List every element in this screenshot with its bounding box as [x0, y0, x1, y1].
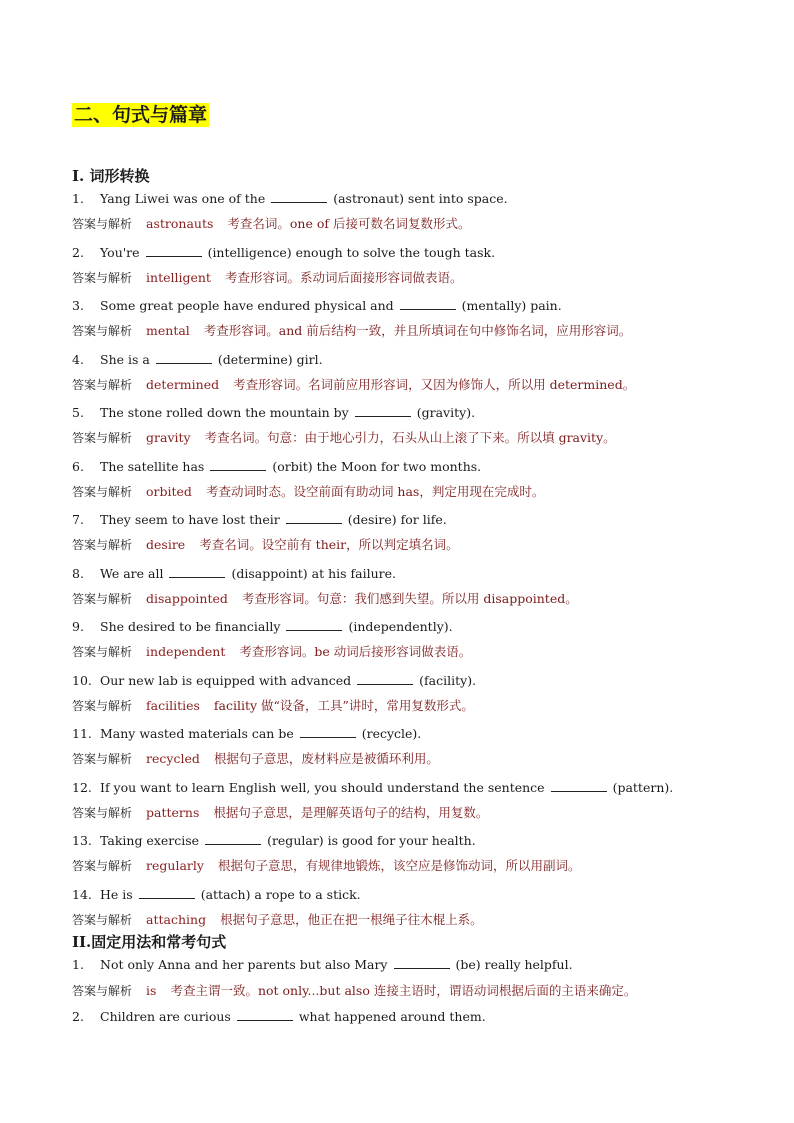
- question-hint: (regular) is good for your health.: [267, 833, 476, 848]
- answer-label: 答案与解析: [72, 484, 133, 499]
- question-number: 10.: [72, 672, 92, 688]
- answer-label: 答案与解析: [72, 270, 133, 285]
- answer-explanation: 考查名词。设空前有 their，所以判定填名词。: [199, 537, 459, 552]
- question-number: 12.: [72, 779, 92, 795]
- answer-line: [72, 323, 631, 339]
- answer-value: patterns: [146, 804, 200, 820]
- answer-label: 答案与解析: [72, 431, 133, 445]
- answer-line: [72, 805, 488, 821]
- answer-explanation: 考查主谓一致。not only...but also 连接主语时，谓语动词根据后面的主语来确定。: [170, 983, 637, 998]
- question-hint: (be) really helpful.: [455, 957, 573, 972]
- question-number: 5.: [72, 405, 84, 420]
- answer-label: 答案与解析: [72, 698, 133, 713]
- answer-explanation: 根据句子意思，他正在把一根绳子往木棍上系。: [220, 911, 483, 927]
- question-line: [72, 726, 421, 742]
- answer-explanation: 根据句子意思，是理解英语句子的结构，用复数。: [213, 804, 489, 820]
- question-text: If you want to learn English well, you should understand the sentence: [100, 779, 545, 795]
- question-text: Some great people have endured physical and: [100, 298, 394, 313]
- question-text: Children are curious: [100, 1009, 231, 1024]
- answer-line: [72, 912, 483, 928]
- answer-label: 答案与解析: [72, 805, 133, 820]
- question-hint: (pattern).: [612, 779, 674, 795]
- question-line: [72, 405, 475, 421]
- answer-value: gravity: [146, 430, 191, 445]
- answer-value: disappointed: [146, 590, 228, 606]
- answer-explanation: 考查名词。句意：由于地心引力，石头从山上滚了下来。所以填 gravity。: [204, 430, 616, 445]
- answer-blank[interactable]: [400, 299, 456, 310]
- question-number: 7.: [72, 512, 84, 527]
- answer-explanation: 根据句子意思，有规律地锻炼，该空应是修饰动词，所以用副词。: [217, 858, 581, 873]
- question-text: Yang Liwei was one of the: [100, 191, 266, 206]
- answer-label: 答案与解析: [72, 752, 133, 766]
- question-number: 14.: [72, 886, 92, 902]
- answer-explanation: 考查名词。one of 后接可数名词复数形式。: [227, 216, 471, 231]
- answer-line: [72, 751, 439, 767]
- answer-value: recycled: [146, 751, 200, 766]
- question-text: They seem to have lost their: [100, 512, 280, 527]
- answer-value: regularly: [146, 858, 204, 873]
- question-number: 11.: [72, 726, 92, 741]
- question-number: 8.: [72, 565, 84, 581]
- question-line: [72, 245, 495, 261]
- question-line: [72, 298, 562, 314]
- answer-blank[interactable]: [205, 834, 261, 845]
- question-text: Not only Anna and her parents but also Mary: [100, 957, 388, 972]
- answer-label: 答案与解析: [72, 377, 133, 392]
- answer-blank[interactable]: [300, 727, 356, 738]
- answer-value: facilities: [146, 697, 200, 713]
- section-heading-1: I. 词形转换: [72, 167, 150, 185]
- answer-blank[interactable]: [286, 513, 342, 524]
- question-number: 2.: [72, 244, 84, 260]
- question-number: 3.: [72, 298, 84, 313]
- question-line: [72, 1009, 486, 1025]
- answer-explanation: 考查形容词。and 前后结构一致，并且所填词在句中修饰名词，应用形容词。: [203, 323, 632, 338]
- answer-explanation: 考查形容词。be 动词后接形容词做表语。: [239, 644, 472, 659]
- question-number: 4.: [72, 351, 84, 367]
- question-text: He is: [100, 886, 133, 902]
- question-line: [72, 887, 361, 903]
- answer-value: determined: [146, 376, 220, 392]
- question-number: 6.: [72, 458, 84, 474]
- answer-line: [72, 858, 580, 874]
- question-hint: what happened around them.: [298, 1009, 486, 1024]
- answer-blank[interactable]: [210, 460, 266, 471]
- answer-line: [72, 430, 616, 446]
- answer-blank[interactable]: [271, 192, 327, 203]
- answer-explanation: 考查动词时态。设空前面有助动词 has，判定用现在完成时。: [205, 483, 545, 499]
- answer-explanation: 考查形容词。系动词后面接形容词做表语。: [224, 269, 463, 285]
- answer-value: independent: [146, 644, 226, 659]
- answer-blank[interactable]: [355, 406, 411, 417]
- question-text: The satellite has: [100, 458, 205, 474]
- question-hint: (facility).: [419, 672, 477, 688]
- answer-explanation: 根据句子意思，废材料应是被循环利用。: [213, 751, 439, 766]
- answer-label: 答案与解析: [72, 984, 133, 998]
- answer-line: [72, 591, 578, 607]
- question-text: She is a: [100, 351, 150, 367]
- question-text: You're: [100, 244, 140, 260]
- question-text: The stone rolled down the mountain by: [100, 405, 349, 420]
- question-line: [72, 673, 476, 689]
- answer-blank[interactable]: [394, 958, 450, 969]
- question-line: [72, 780, 673, 796]
- answer-explanation: 考查形容词。名词前应用形容词，又因为修饰人，所以用 determined。: [233, 376, 636, 392]
- answer-value: intelligent: [146, 269, 211, 285]
- answer-blank[interactable]: [286, 620, 342, 631]
- question-line: [72, 566, 396, 582]
- answer-value: astronauts: [146, 216, 214, 231]
- question-line: [72, 957, 573, 973]
- question-hint: (orbit) the Moon for two months.: [272, 458, 482, 474]
- question-line: [72, 833, 476, 849]
- question-number: 13.: [72, 833, 92, 848]
- question-text: She desired to be financially: [100, 619, 281, 634]
- answer-value: orbited: [146, 483, 192, 499]
- answer-line: [72, 216, 470, 232]
- question-hint: (attach) a rope to a stick.: [200, 886, 361, 902]
- answer-label: 答案与解析: [72, 324, 133, 338]
- question-text: We are all: [100, 565, 164, 581]
- question-hint: (mentally) pain.: [461, 298, 562, 313]
- page-title: 二、句式与篇章: [74, 104, 208, 126]
- answer-blank[interactable]: [146, 246, 202, 257]
- question-hint: (independently).: [348, 619, 453, 634]
- answer-label: 答案与解析: [72, 912, 133, 927]
- answer-value: desire: [146, 537, 186, 552]
- question-hint: (desire) for life.: [347, 512, 447, 527]
- answer-line: [72, 377, 635, 393]
- answer-blank[interactable]: [169, 567, 225, 578]
- answer-blank[interactable]: [551, 781, 607, 792]
- answer-value: attaching: [146, 911, 207, 927]
- question-number: 9.: [72, 619, 84, 634]
- answer-label: 答案与解析: [72, 591, 133, 606]
- answer-label: 答案与解析: [72, 538, 133, 552]
- answer-line: [72, 484, 544, 500]
- answer-explanation: facility 做“设备，工具”讲时，常用复数形式。: [213, 697, 474, 713]
- question-line: [72, 352, 323, 368]
- question-hint: (recycle).: [361, 726, 422, 741]
- answer-line: [72, 698, 474, 714]
- question-line: [72, 459, 481, 475]
- answer-label: 答案与解析: [72, 645, 133, 659]
- question-hint: (gravity).: [416, 405, 476, 420]
- section-heading-2: II.固定用法和常考句式: [72, 933, 227, 951]
- answer-label: 答案与解析: [72, 217, 133, 231]
- question-text: Taking exercise: [100, 833, 200, 848]
- answer-line: [72, 644, 471, 660]
- answer-label: 答案与解析: [72, 859, 133, 873]
- answer-line: [72, 537, 459, 553]
- question-line: [72, 619, 453, 635]
- question-hint: (astronaut) sent into space.: [333, 191, 508, 206]
- answer-blank[interactable]: [139, 888, 195, 899]
- question-line: [72, 512, 447, 528]
- question-hint: (determine) girl.: [217, 351, 323, 367]
- question-line: [72, 191, 508, 207]
- question-number: 1.: [72, 957, 84, 972]
- answer-explanation: 考查形容词。句意：我们感到失望。所以用 disappointed。: [241, 590, 578, 606]
- answer-blank[interactable]: [237, 1010, 293, 1021]
- answer-value: mental: [146, 323, 190, 338]
- question-number: 2.: [72, 1009, 84, 1024]
- question-number: 1.: [72, 191, 84, 206]
- answer-blank[interactable]: [357, 674, 413, 685]
- answer-line: [72, 270, 462, 286]
- question-text: Our new lab is equipped with advanced: [100, 672, 352, 688]
- question-text: Many wasted materials can be: [100, 726, 294, 741]
- answer-value: is: [146, 983, 157, 998]
- question-hint: (disappoint) at his failure.: [231, 565, 397, 581]
- answer-line: [72, 983, 636, 999]
- answer-blank[interactable]: [156, 353, 212, 364]
- question-hint: (intelligence) enough to solve the tough task.: [207, 244, 496, 260]
